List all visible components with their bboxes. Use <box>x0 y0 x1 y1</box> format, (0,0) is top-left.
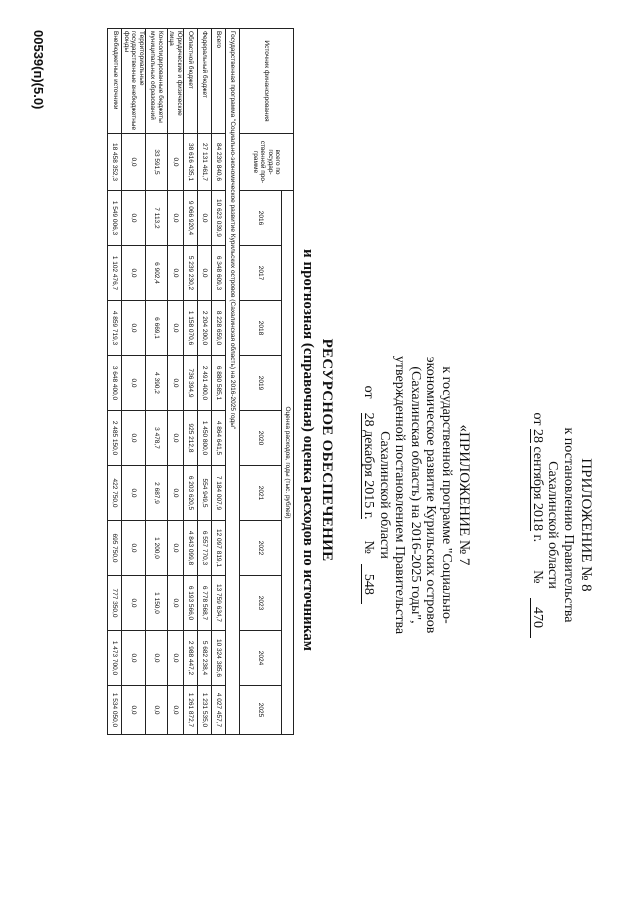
row-year-value: 4 027 457,7 <box>212 686 226 735</box>
row-source: Территориальные государственные внебюджетные фонды <box>122 29 146 134</box>
title-line2: и прогнозная (справочная) оценка расходов по источникам <box>300 249 316 651</box>
row-total: 18 458 352,3 <box>108 134 122 191</box>
row-year-value: 4 864 641,5 <box>212 411 226 466</box>
row-year-value: 8 228 659,0 <box>212 301 226 356</box>
head-source: Источник финансирования <box>240 29 294 134</box>
row-source: Консолидированные бюджеты муниципальных образований <box>146 29 168 134</box>
table-row <box>198 29 212 735</box>
row-year-value: 6 557 770,3 <box>198 521 212 576</box>
annex-8-title: ПРИЛОЖЕНИЕ № 8 <box>578 458 594 592</box>
row-year-value: 3 478,7 <box>146 411 168 466</box>
row-year-value: 1 450 800,0 <box>198 411 212 466</box>
document-title <box>298 140 336 760</box>
row-year-value: 0,0 <box>122 301 146 356</box>
resource-table <box>108 28 295 735</box>
row-year-value: 6 880 585,1 <box>212 356 226 411</box>
row-total: 38 616 435,1 <box>184 134 198 191</box>
row-year-value: 0,0 <box>168 466 184 521</box>
annex-7-date-value: 28 декабря 2015 г. <box>361 412 377 520</box>
row-year-value: 0,0 <box>168 301 184 356</box>
row-year-value: 6 778 568,7 <box>198 576 212 631</box>
row-year-value: 4 859 719,3 <box>108 301 122 356</box>
table-row <box>212 29 226 735</box>
row-total: 33 591,5 <box>146 134 168 191</box>
row-total: 27 131 461,7 <box>198 134 212 191</box>
annex-8-day: 28 <box>530 428 545 443</box>
table-row <box>146 29 168 735</box>
row-year-value: 6 193 566,0 <box>184 576 198 631</box>
row-year-value: 4 843 099,8 <box>184 521 198 576</box>
row-year-value: 2 988 447,2 <box>184 631 198 686</box>
row-year-value: 0,0 <box>122 466 146 521</box>
row-year-value: 6 669,1 <box>146 301 168 356</box>
head-year: 2016 <box>240 191 282 246</box>
row-year-value: 0,0 <box>122 191 146 246</box>
row-year-value: 13 759 634,7 <box>212 576 226 631</box>
row-year-value: 0,0 <box>122 631 146 686</box>
row-year-value: 554 949,5 <box>198 466 212 521</box>
row-year-value: 1 261 872,7 <box>184 686 198 735</box>
row-year-value: 0,0 <box>168 576 184 631</box>
row-source: Всего <box>212 29 226 134</box>
row-year-value: 1 150,0 <box>146 576 168 631</box>
row-year-value: 6 348 609,3 <box>212 246 226 301</box>
annex-7-line2: экономическое развитие Курильских островов <box>423 356 439 634</box>
row-year-value: 1 549 006,3 <box>108 191 122 246</box>
head-year: 2023 <box>240 576 282 631</box>
row-total: 0,0 <box>122 134 146 191</box>
row-year-value: 0,0 <box>168 356 184 411</box>
title-line1: РЕСУРСНОЕ ОБЕСПЕЧЕНИЕ <box>319 338 335 562</box>
row-year-value: 0,0 <box>168 191 184 246</box>
row-year-value: 0,0 <box>168 521 184 576</box>
row-year-value: 10 623 039,9 <box>212 191 226 246</box>
annex-8-header <box>530 290 597 760</box>
head-years-group: Оценка расходов, годы (тыс. рублей) <box>282 191 294 735</box>
row-year-value: 0,0 <box>146 631 168 686</box>
table-row <box>108 29 122 735</box>
annex-8-line2: Сахалинской области <box>545 461 561 589</box>
row-source: Юридические и физические лица <box>168 29 184 134</box>
row-year-value: 0,0 <box>122 576 146 631</box>
row-year-value: 3 648 400,0 <box>108 356 122 411</box>
head-year: 2024 <box>240 631 282 686</box>
row-year-value: 4 390,2 <box>146 356 168 411</box>
row-source: Внебюджетные источники <box>108 29 122 134</box>
row-year-value: 1 102 476,7 <box>108 246 122 301</box>
row-year-value: 12 097 819,1 <box>212 521 226 576</box>
head-year: 2022 <box>240 521 282 576</box>
annex-7-line1: к государственной программе "Социально- <box>439 366 454 624</box>
annex-7-header <box>361 220 474 770</box>
row-year-value: 0,0 <box>198 191 212 246</box>
table-body <box>108 29 240 735</box>
row-year-value: 2 687,9 <box>146 466 168 521</box>
table-row <box>122 29 146 735</box>
row-year-value: 0,0 <box>168 686 184 735</box>
row-year-value: 0,0 <box>122 356 146 411</box>
annex-7-line3: (Сахалинская область) на 2016-2025 годы", <box>408 366 423 624</box>
head-year: 2018 <box>240 301 282 356</box>
row-source: Областной бюджет <box>184 29 198 134</box>
annex-7-date: от 28 декабря 2015 г. № 548 <box>361 220 377 770</box>
row-year-value: 1 534 050,0 <box>108 686 122 735</box>
row-year-value: 0,0 <box>122 521 146 576</box>
head-year: 2019 <box>240 356 282 411</box>
row-year-value: 0,0 <box>168 246 184 301</box>
table-row <box>168 29 184 735</box>
head-year: 2017 <box>240 246 282 301</box>
row-year-value: 0,0 <box>146 686 168 735</box>
annex-7-line4: утвержденной постановлением Правительства <box>392 355 408 635</box>
row-source: Федеральный бюджет <box>198 29 212 134</box>
annex-8-date: от 28 сентября 2018 г. № 470 <box>530 290 546 760</box>
annex-7-line5: Сахалинской области <box>377 431 392 559</box>
row-year-value: 422 750,0 <box>108 466 122 521</box>
row-total: 0,0 <box>168 134 184 191</box>
table-row <box>184 29 198 735</box>
annex-8-month: сентября 2018 <box>530 446 545 531</box>
row-year-value: 6 203 620,5 <box>184 466 198 521</box>
row-year-value: 6 902,4 <box>146 246 168 301</box>
annex-7-title: «ПРИЛОЖЕНИЕ № 7 <box>456 424 472 566</box>
row-year-value: 0,0 <box>122 411 146 466</box>
row-year-value: 10 324 385,6 <box>212 631 226 686</box>
row-total: 84 239 840,6 <box>212 134 226 191</box>
row-year-value: 5 239 230,2 <box>184 246 198 301</box>
row-year-value: 695 750,0 <box>108 521 122 576</box>
row-year-value: 2 204 200,0 <box>198 301 212 356</box>
row-year-value: 1 231 535,0 <box>198 686 212 735</box>
row-year-value: 5 682 238,4 <box>198 631 212 686</box>
row-year-value: 0,0 <box>168 631 184 686</box>
head-year: 2021 <box>240 466 282 521</box>
row-year-value: 0,0 <box>198 246 212 301</box>
annex-8-line1: к постановлению Правительства <box>561 427 576 623</box>
row-year-value: 1 473 700,0 <box>108 631 122 686</box>
row-year-value: 1 200,0 <box>146 521 168 576</box>
row-year-value: 0,0 <box>122 246 146 301</box>
row-year-value: 1 158 070,6 <box>184 301 198 356</box>
footer-code: 00539(п)(5.0) <box>31 30 46 110</box>
row-year-value: 0,0 <box>122 686 146 735</box>
row-year-value: 7 113,2 <box>146 191 168 246</box>
row-year-value: 2 485 150,0 <box>108 411 122 466</box>
row-year-value: 777 350,0 <box>108 576 122 631</box>
row-year-value: 0,0 <box>168 411 184 466</box>
row-year-value: 2 491 400,0 <box>198 356 212 411</box>
head-year: 2020 <box>240 411 282 466</box>
annex-7-number: 548 <box>362 564 376 604</box>
row-year-value: 7 184 007,9 <box>212 466 226 521</box>
program-row: Государственная программа "Социально-экономическое развитие Курильских островов (Сахалинская область) на 2016-2025 годы" <box>226 29 240 735</box>
row-year-value: 9 066 920,4 <box>184 191 198 246</box>
row-year-value: 736 394,9 <box>184 356 198 411</box>
head-year: 2025 <box>240 686 282 735</box>
head-total: всего по государ-ственной про-грамме <box>240 134 294 191</box>
annex-8-number: 470 <box>530 598 544 638</box>
row-year-value: 925 212,8 <box>184 411 198 466</box>
